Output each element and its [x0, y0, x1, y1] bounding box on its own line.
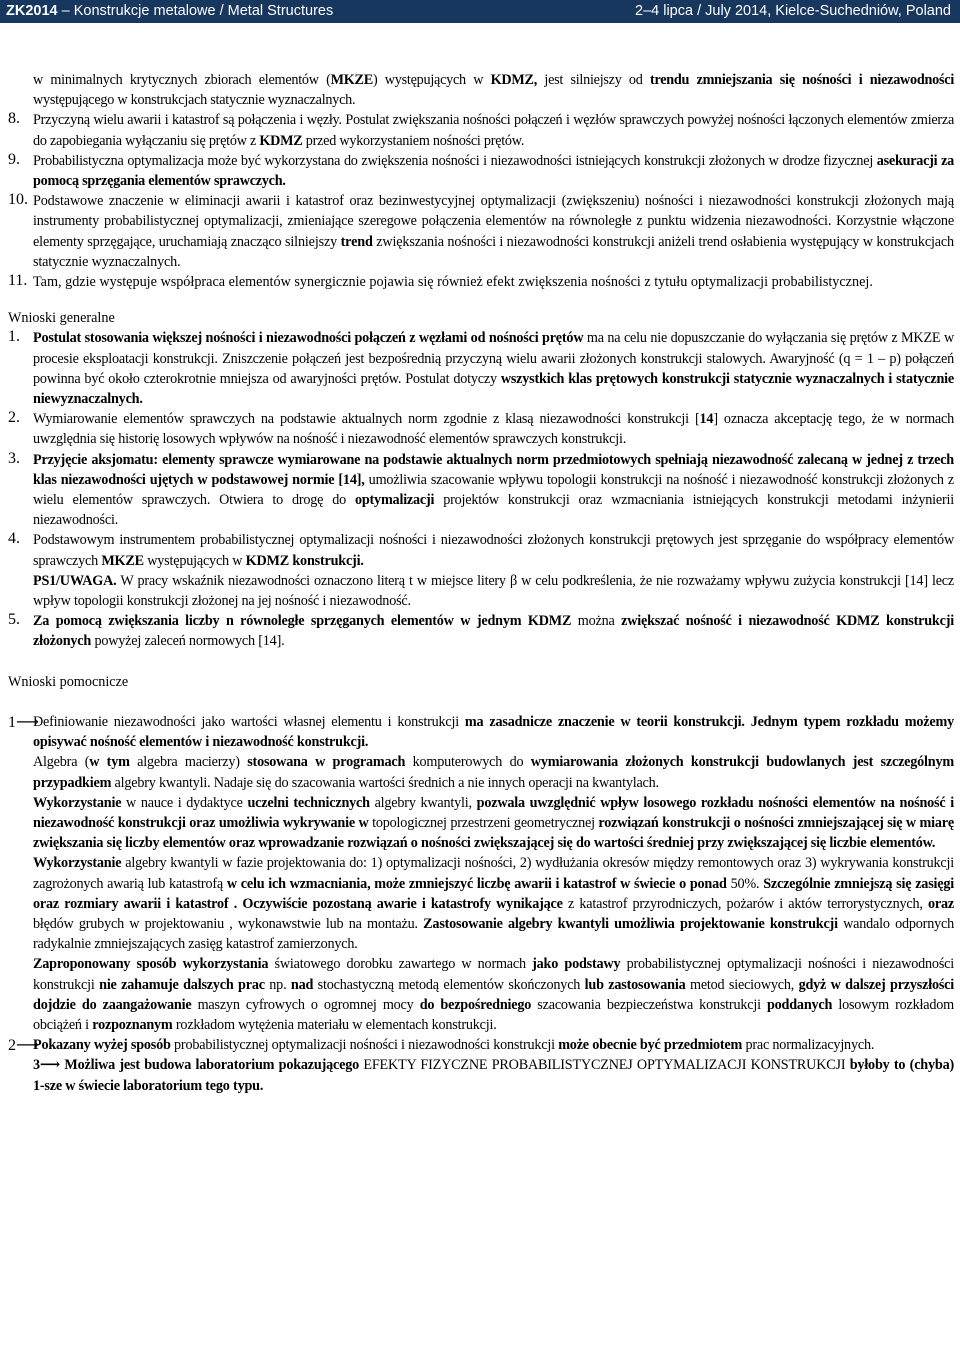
conference-name: – Konstrukcje metalowe / Metal Structures [57, 3, 334, 19]
conclusion-item-3 [8, 450, 954, 531]
item-text: Przyjęcie aksjomatu: elementy sprawcze wymiarowane na podstawie aktualnych norm przedmiotowych spełniają niezawodność zalecaną w jednej z trzech klas niezawodności ujętych w podstawowej normie [14], umożliwia szacowanie wpływu topologii konstrukcji na nośność i niezawodność konstrukcji złożonych z wielu elementów sprawczych. Otwiera to drogę do optymalizacji projektów konstrukcji oraz wzmacniania istniejących konstrukcji metodami inżynierii niezawodności. [33, 451, 954, 529]
item-number: 10. [8, 191, 28, 209]
item-text: Definiowanie niezawodności jako wartości własnej elementu i konstrukcji ma zasadnicze znaczenie w teorii konstrukcji. Jednym typem rozkładu możemy opisywać nośność elementów i niezawodność konstrukcji. [33, 713, 955, 751]
auxiliary-item-1 [8, 712, 954, 1035]
item-paragraph-normy: Zaproponowany sposób wykorzystania światowego dorobku zawartego w normach jako podstawy probabilistycznej optymalizacji nośności i niezawodności konstrukcji nie zahamuje dalszych prac np. nad stochastyczną metodą elementów skończonych lub zastosowania metod sieciowych, gdyż w dalszej przyszłości dojdzie do zaangażowanie maszyn cyfrowych o ogromnej mocy do bezpośredniego szacowania bezpieczeństwa konstrukcji poddanych losowym rozkładom obciążeń i rozpoznanym rozkładom wytężenia materiału w elementach konstrukcji. [33, 956, 954, 1033]
item-number: 5. [8, 611, 20, 629]
list-item-11 [8, 272, 954, 292]
item-number: 9. [8, 150, 20, 168]
list-item-8 [8, 110, 954, 150]
page-content [8, 70, 954, 1096]
item-paragraph-algebra: Algebra (w tym algebra macierzy) stosowana w programach komputerowych do wymiarowania złożonych konstrukcji budowlanych jest szczególnym przypadkiem algebry kwantyli. Nadaje się do szacowania wartości średnich a nie innych operacji na kwantylach. [33, 754, 954, 791]
item-text: Pokazany wyżej sposób probabilistycznej optymalizacji nośności i niezawodności konstrukcji może obecnie być przedmiotem prac normalizacyjnych. [33, 1037, 875, 1054]
section-heading-wnioski-pomocnicze: Wnioski pomocnicze [8, 673, 129, 690]
item-text: Tam, gdzie występuje współpraca elementów synergicznie pojawia się również efekt zwiększenia nośności z tytułu optymalizacji probabilistycznej. [33, 274, 873, 291]
item-number: 1⟶ [8, 713, 39, 731]
section-heading-wnioski-generalne: Wnioski generalne [8, 310, 115, 327]
item-number: 3. [8, 449, 20, 467]
list-item-10 [8, 191, 954, 272]
page-header [0, 0, 960, 23]
auxiliary-item-2 [8, 1035, 954, 1055]
item-number: 8. [8, 110, 20, 128]
item-number: 11. [8, 272, 28, 290]
item-text: Za pomocą zwiększania liczby n równoległe sprzęganych elementów w jednym KDMZ można zwiększać nośność i niezawodność KDMZ konstrukcji złożonych powyżej zaleceń normowych [14]. [33, 613, 954, 650]
conference-code: ZK2014 [6, 3, 58, 19]
item-text: Podstawowe znaczenie w eliminacji awarii i katastrof oraz bezinwestycyjnej optymalizacji (zwiększeniu) nośności i niezawodności konstrukcji złożonych mają instrumenty probabilistycznej optymalizacji, zmieniające szeregowe połączenia elementów na równoległe z punktu widzenia niezawodności. Korzystnie włączone elementy sprzęgające, uruchamiają znacząco silniejszy trend zwiększania nośności i niezawodności konstrukcji aniżeli trend osłabienia występujący w konstrukcjach statycznie wyznaczalnych. [33, 193, 954, 270]
item-number: 2. [8, 409, 20, 427]
conclusion-item-1 [8, 328, 954, 409]
conference-dates-place: 2–4 lipca / July 2014, Kielce-Suchedniów, Poland [635, 3, 951, 19]
item-paragraph-dydaktyka: Wykorzystanie w nauce i dydaktyce uczelni technicznych algebry kwantyli, pozwala uwzględnić wpływ losowego rozkładu nośności elementów na nośność i niezawodność konstrukcji oraz umożliwia wykrywanie w topologicznej przestrzeni geometrycznej rozwiązań konstrukcji o nośności zmniejszającej się w miarę zwiększania się liczby elementów oraz wprowadzanie rozwiązań o nośności zwiększającej się do wartości średniej przy zwiększającej się liczbie elementów. [33, 794, 955, 852]
item-text: Probabilistyczna optymalizacja może być wykorzystana do zwiększenia nośności i niezawodności istniejących konstrukcji złożonych w drodze fizycznej asekuracji za pomocą sprzęgania elementów sprawczych. [33, 152, 954, 190]
item-text: Postulat stosowania większej nośności i niezawodności połączeń z węzłami od nośności prętów ma na celu nie dopuszczanie do wyłączania się prętów z MKZE w procesie eksploatacji konstrukcji. Zniszczenie połączeń jest bezpośrednią przyczyną wielu awarii złożonych konstrukcji stalowych. Awaryjność (q = 1 – p) połączeń powinna być około czterokrotnie mniejsza od awaryjności prętów. Postulat dotyczy wszystkich klas prętowych konstrukcji statycznie wyznaczalnych i statycznie niewyznaczalnych. [33, 330, 954, 408]
item-number: 3⟶ [33, 1057, 61, 1074]
item-text: Podstawowym instrumentem probabilistycznej optymalizacji nośności i niezawodności złożonych konstrukcji prętowych jest sprzęganie do współpracy elementów sprawczych MKZE występujących w KDMZ konstrukcji. [33, 532, 954, 569]
item-number: 2⟶ [8, 1037, 39, 1055]
list-item-9 [8, 151, 954, 191]
item-number: 4. [8, 530, 20, 548]
item-text: Wymiarowanie elementów sprawczych na podstawie aktualnych norm zgodnie z klasą niezawodności konstrukcji [14] oznacza akceptację tego, że w normach uwzględnia się historię losowych wpływów na nośność i niezawodność elementów sprawczych konstrukcji. [33, 411, 954, 448]
conclusion-item-2 [8, 409, 954, 449]
conference-title [6, 0, 333, 23]
conclusion-item-5 [8, 611, 954, 651]
intro-paragraph: w minimalnych krytycznych zbiorach elementów (MKZE) występujących w KDMZ, jest silniejszy od trendu zmniejszania się nośności i niezawodności występującego w konstrukcjach statycznie wyznaczalnych. [33, 72, 955, 109]
item-number: 1. [8, 328, 20, 346]
conclusion-item-4 [8, 530, 954, 611]
item-text: Przyczyną wielu awarii i katastrof są połączenia i węzły. Postulat zwiększania nośności połączeń i węzłów sprawczych powyżej nośności łączonych elementów zmierza do zapobiegania wyłączaniu się prętów z KDMZ przed wykorzystaniem nośności prętów. [33, 112, 954, 149]
item-paragraph-projektowanie: Wykorzystanie algebry kwantyli w fazie projektowania do: 1) optymalizacji nośności, 2) wydłużania okresów między remontowych oraz 3) wykrywania konstrukcji zagrożonych awarią lub katastrofą w celu ich wzmacniania, może zmniejszyć liczbę awarii i katastrof w świecie o ponad 50%. Szczególnie zmniejszą się zasięgi oraz rozmiary awarii i katastrof . Oczywiście pozostaną awarie i katastrofy wynikające z katastrof przyrodniczych, pożarów i aktów terrorystycznych, oraz błędów grubych w projektowaniu , wykonawstwie lub na montażu. Zastosowanie algebry kwantyli umożliwia projektowanie konstrukcji wandalo odpornych radykalnie zmniejszających zasięg katastrof zamierzonych. [33, 855, 955, 953]
item-note: PS1/UWAGA. W pracy wskaźnik niezawodności oznaczono literą t w miejsce litery β w celu podkreślenia, że nie rozważamy wpływu zużycia konstrukcji [14] lecz wpływ topologii konstrukcji złożonej na jej nośność i niezawodność. [33, 572, 954, 610]
auxiliary-item-3: 3⟶ Możliwa jest budowa laboratorium pokazującego EFEKTY FIZYCZNE PROBABILISTYCZNEJ OPTYMALIZACJI KONSTRUKCJI byłoby to (chyba) 1-sze w świecie laboratorium tego typu. [33, 1057, 954, 1094]
